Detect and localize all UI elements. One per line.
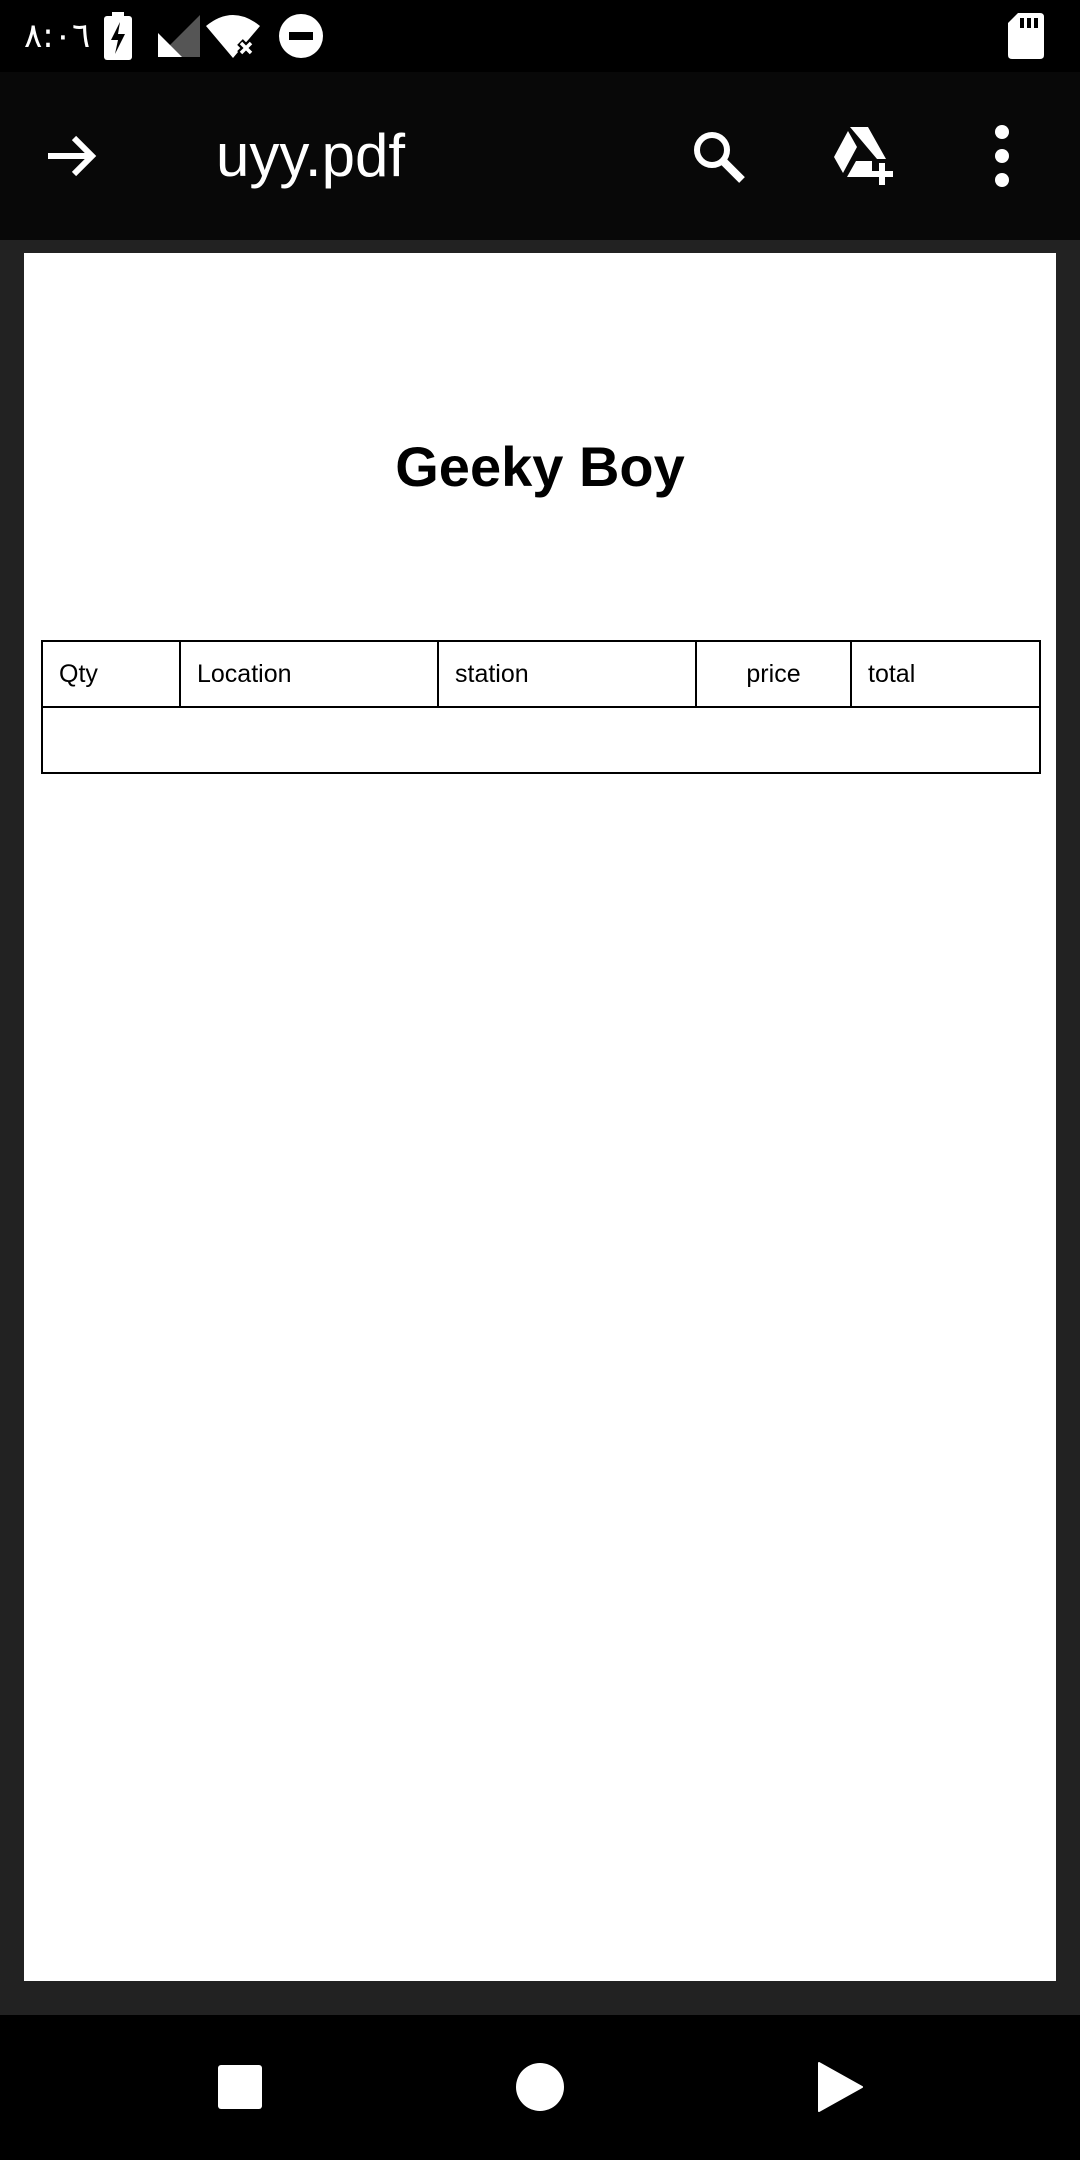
page-heading: Geeky Boy <box>395 435 685 498</box>
pdf-viewer[interactable] <box>0 240 1080 2015</box>
back-arrow-icon <box>44 128 100 184</box>
signal-icon <box>156 12 202 60</box>
more-options-button[interactable] <box>952 106 1052 206</box>
more-vert-icon <box>992 124 1012 188</box>
status-bar <box>0 0 1080 72</box>
table-header-row <box>42 641 1040 707</box>
table-row <box>42 707 1040 773</box>
table-empty-cell <box>42 707 1040 773</box>
pdf-page <box>24 253 1056 1981</box>
sd-card-icon <box>1008 12 1044 60</box>
recents-button[interactable] <box>190 2037 290 2137</box>
table-header-location: Location <box>180 641 438 707</box>
table-header-total: total <box>851 641 1040 707</box>
document-title: uyy.pdf <box>216 122 405 189</box>
table-header-price: price <box>696 641 851 707</box>
home-button[interactable] <box>490 2037 590 2137</box>
table-header-qty: Qty <box>42 641 180 707</box>
wifi-off-icon <box>204 12 262 60</box>
table-header-station: station <box>438 641 696 707</box>
battery-charging-icon <box>102 12 134 60</box>
nav-back-button[interactable] <box>790 2037 890 2137</box>
drive-add-icon <box>828 125 896 187</box>
do-not-disturb-icon <box>278 12 324 60</box>
search-button[interactable] <box>668 106 768 206</box>
navigation-bar <box>0 2015 1080 2160</box>
home-icon <box>515 2062 565 2112</box>
status-time: ٨:٠٦ <box>24 16 91 56</box>
recents-icon <box>217 2064 263 2110</box>
back-button[interactable] <box>22 106 122 206</box>
app-bar <box>0 72 1080 240</box>
data-table <box>41 640 1041 774</box>
add-to-drive-button[interactable] <box>812 106 912 206</box>
back-icon <box>817 2062 863 2112</box>
search-icon <box>688 126 748 186</box>
